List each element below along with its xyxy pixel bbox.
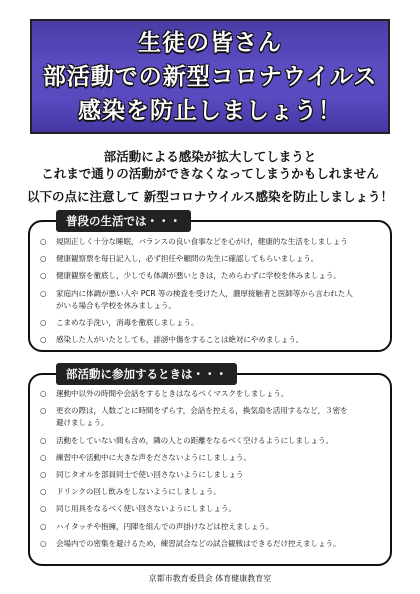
banner-line-3: 感染を防止しましょう！ (78, 97, 342, 124)
section-club-activity (28, 367, 392, 566)
bullet-icon: ○ (40, 470, 47, 480)
list-item: ○ 家庭内に体調が悪い人や PCR 等の検査を受けた人，濃厚接触者と医師等から言われた人 がいる場合も学校を休みましょう。 (40, 288, 353, 310)
bullet-icon: ○ (40, 288, 47, 298)
list-item: ○ 同じタオルを部員同士で使い回さないようにしましょう (40, 469, 378, 481)
intro-line-1: 部活動による感染が拡大してしまうと (103, 149, 317, 164)
daily-life-list (40, 236, 378, 346)
intro-line-3: 以下の点に注意して 新型コロナウイルス感染を防止しましょう！ (26, 189, 394, 204)
list-item: ○ 活動をしていない間も含め，隣の人との距離をなるべく空けるようにしましょう。 (40, 435, 378, 447)
banner-line-2: 部活動での新型コロナウイルス (42, 63, 378, 90)
title-banner (30, 19, 390, 134)
bullet-icon: ○ (40, 237, 47, 246)
section-club-activity-title: 部活動に参加するときは・・・ (56, 363, 237, 385)
list-item: ○ ハイタッチや抱擁，円陣を組んでの声掛けなどは控えましょう。 (40, 521, 378, 533)
list-item: ○ 会場内での密集を避けるため，練習試合などの試合観戦はできるだけ控えましょう。 (40, 538, 378, 550)
list-item: ○ 同じ用具をなるべく使い回さないようにしましょう。 (40, 503, 378, 515)
bullet-icon: ○ (40, 318, 47, 328)
bullet-icon: ○ (40, 504, 47, 514)
list-item: ○ 練習中や活動中に大きな声をださないようにしましょう。 (40, 452, 378, 464)
banner-line-1: 生徒の皆さん (138, 29, 282, 56)
list-item: ○ 健康観察を徹底し，少しでも体調が悪いときは，ためらわずに学校を休みましょう。 (40, 270, 378, 282)
list-item: ○ こまめな手洗い，消毒を徹底しましょう。 (40, 317, 378, 329)
section-daily-life (28, 214, 392, 352)
bullet-icon: ○ (40, 254, 47, 264)
bullet-icon: ○ (40, 389, 47, 398)
list-item: ○ ドリンクの回し飲みをしないようにしましょう。 (40, 486, 378, 498)
bullet-icon: ○ (40, 406, 47, 416)
footer-issuer: 京都市教育委員会 体育健康教育室 (148, 574, 272, 583)
bullet-icon: ○ (40, 271, 47, 281)
bullet-icon: ○ (40, 538, 47, 548)
bullet-icon: ○ (40, 521, 47, 531)
section-daily-life-title: 普段の生活では・・・ (56, 210, 191, 232)
list-item: ○ 健康観察票を毎日記入し，必ず担任や顧問の先生に確認してもらいましょう。 (40, 253, 378, 265)
list-item: ○ 感染した人がいたとしても，誹謗中傷をすることは絶対にやめましょう。 (40, 334, 378, 346)
bullet-icon: ○ (40, 452, 47, 462)
list-item: ○ 更衣の際は，人数ごとに時間をずらす，会話を控える，換気扇を活用するなど，３密を 避けましょう。 (40, 406, 348, 428)
list-item: ○ 規則正しく十分な睡眠，バランスの良い食事などを心がけ，健康的な生活をしましょう (40, 236, 378, 248)
bullet-icon: ○ (40, 335, 47, 345)
intro-line-2: これまで通りの活動ができなくなってしまうかもしれません (41, 166, 379, 181)
bullet-icon: ○ (40, 487, 47, 497)
club-activity-list (40, 388, 378, 550)
bullet-icon: ○ (40, 435, 47, 445)
list-item: ○ 運動中以外の時間や会話をするときはなるべくマスクをしましょう。 (40, 388, 378, 400)
